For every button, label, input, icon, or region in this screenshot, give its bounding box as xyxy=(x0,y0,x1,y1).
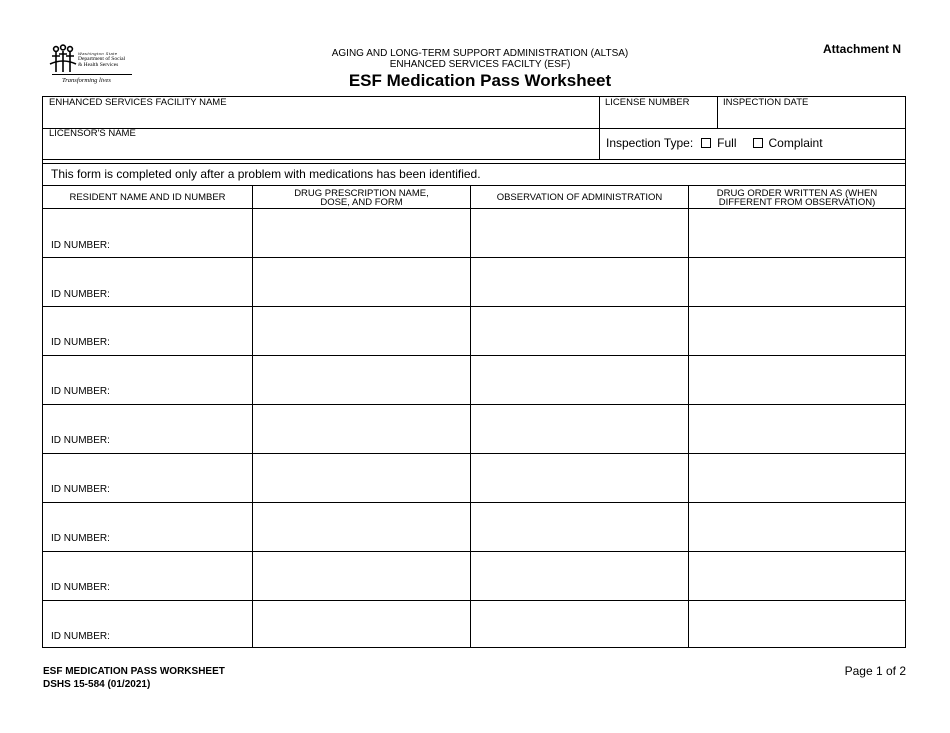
complaint-label: Complaint xyxy=(768,136,823,150)
logo-dept-line2: & Health Services xyxy=(78,62,119,68)
agency-name: AGING AND LONG-TERM SUPPORT ADMINISTRATION (ALTSA) xyxy=(331,48,629,59)
id-number-label: ID NUMBER: xyxy=(51,240,110,251)
dshs-family-icon xyxy=(48,44,78,74)
divider xyxy=(43,128,905,129)
id-number-label: ID NUMBER: xyxy=(51,484,110,495)
id-number-label: ID NUMBER: xyxy=(51,435,110,446)
double-rule xyxy=(43,159,905,164)
id-number-label: ID NUMBER: xyxy=(51,337,110,348)
facility-name-field[interactable]: ENHANCED SERVICES FACILITY NAME xyxy=(49,97,227,108)
row-divider xyxy=(43,551,905,552)
row-divider xyxy=(43,404,905,405)
complaint-checkbox[interactable] xyxy=(753,138,763,148)
inspection-date-field[interactable]: INSPECTION DATE xyxy=(723,97,809,108)
logo-tagline: Transforming lives xyxy=(62,77,111,84)
licensor-name-field[interactable]: LICENSOR'S NAME xyxy=(49,128,136,139)
attachment-label: Attachment N xyxy=(822,42,901,56)
row-divider xyxy=(43,600,905,601)
footer-form-title: ESF MEDICATION PASS WORKSHEET xyxy=(43,666,225,677)
id-number-label: ID NUMBER: xyxy=(51,386,110,397)
footer-form-number: DSHS 15-584 (01/2021) xyxy=(43,679,151,690)
logo-dept-line1: Department of Social xyxy=(78,56,126,62)
page-number: Page 1 of 2 xyxy=(844,664,906,678)
column-divider xyxy=(470,185,471,648)
dshs-logo xyxy=(44,42,136,90)
column-divider xyxy=(252,185,253,648)
page-title: ESF Medication Pass Worksheet xyxy=(348,71,612,90)
divider xyxy=(43,208,905,209)
divider xyxy=(717,97,718,128)
column-divider xyxy=(688,185,689,648)
id-number-label: ID NUMBER: xyxy=(51,289,110,300)
row-divider xyxy=(43,453,905,454)
divider xyxy=(43,185,905,186)
program-name: ENHANCED SERVICES FACILTY (ESF) xyxy=(389,59,571,70)
inspection-type-label: Inspection Type: xyxy=(606,136,694,150)
column-header-observation: OBSERVATION OF ADMINISTRATION xyxy=(496,192,663,203)
row-divider xyxy=(43,257,905,258)
column-header-resident: RESIDENT NAME AND ID NUMBER xyxy=(69,192,226,203)
id-number-label: ID NUMBER: xyxy=(51,582,110,593)
instruction-note: This form is completed only after a problem with medications has been identified. xyxy=(51,167,481,181)
logo-rule xyxy=(52,74,132,75)
column-header-order: DRUG ORDER WRITTEN AS (WHEN DIFFERENT FROM OBSERVATION) xyxy=(716,187,878,208)
license-number-field[interactable]: LICENSE NUMBER xyxy=(605,97,690,108)
worksheet-form xyxy=(42,96,906,648)
full-checkbox[interactable] xyxy=(701,138,711,148)
column-header-drug: DRUG PRESCRIPTION NAME, DOSE, AND FORM xyxy=(294,187,429,208)
row-divider xyxy=(43,502,905,503)
row-divider xyxy=(43,355,905,356)
id-number-label: ID NUMBER: xyxy=(51,631,110,642)
inspection-type xyxy=(606,136,823,150)
full-label: Full xyxy=(717,136,737,150)
id-number-label: ID NUMBER: xyxy=(51,533,110,544)
row-divider xyxy=(43,306,905,307)
logo-state: Washington State xyxy=(78,51,118,56)
